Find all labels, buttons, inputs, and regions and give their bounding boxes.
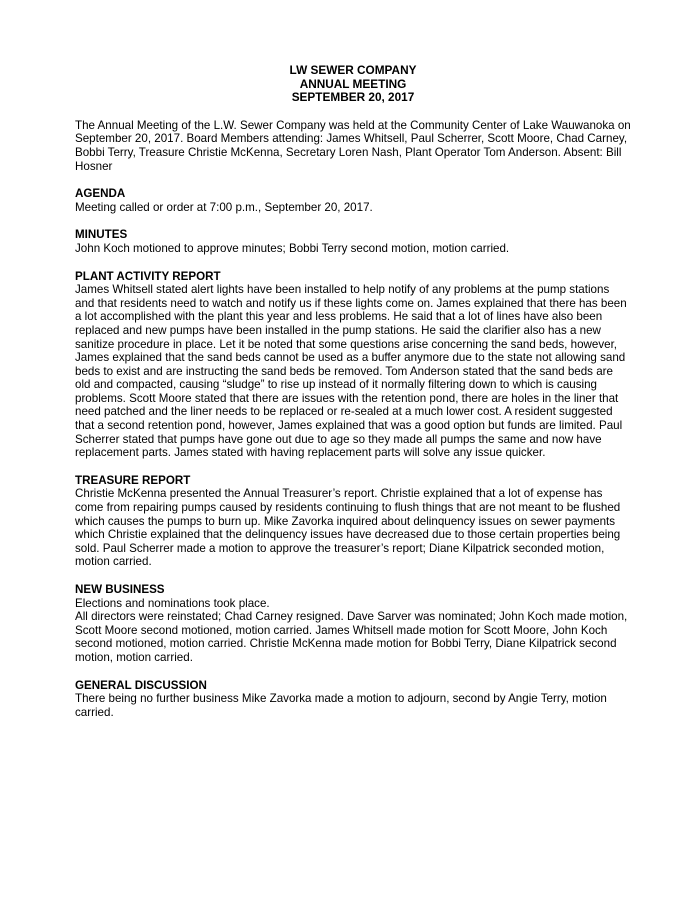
section-treasure-report (75, 474, 631, 569)
title-date: SEPTEMBER 20, 2017 (291, 90, 415, 105)
section-heading-minutes: MINUTES (75, 228, 128, 242)
section-agenda (75, 187, 631, 214)
plant-activity-text: James Whitsell stated alert lights have been installed to help notify of any problems at the pump stations and that residents need to watch and notify us if these lights come on. James explained that there has been a lot accomplished with the plant this year and less problems. He said that a lot of lines have also been replaced and new pumps have been installed in the pump stations. He said the clarifier also has a new sanitize procedure in place. Let it be noted that some questions arise concerning the sand beds, however, James explained that the sand beds cannot be used as a buffer anymore due to the state not allowing sand beds to exist and are instructing the sand beds be removed. Tom Anderson stated that the sand beds are old and compacted, causing “sludge” to rise up instead of it normally filtering down to which is causing problems. Scott Moore stated that there are issues with the retention pond, there are holes in the liner that need patched and the liner needs to be replaced or re-sealed at a much lower cost. A resident suggested that a second retention pond, however, James explained that was a good option but funds are limited. Paul Scherrer stated that pumps have gone out due to age so they made all pumps the same and now have replacement parts. James stated with having replacement parts will solve any issue quicker. (75, 283, 627, 460)
document-title (75, 64, 631, 105)
new-business-directors-text: All directors were reinstated; Chad Carney resigned. Dave Sarver was nominated; John Koch made motion, Scott Moore second motioned, motion carried. James Whitsell made motion for Scott Moore, John Koch second motioned, motion carried. Christie McKenna made motion for Bobbi Terry, Diane Kilpatrick second motion, motion carried. (75, 610, 628, 664)
title-company: LW SEWER COMPANY (289, 63, 417, 77)
minutes-text: John Koch motioned to approve minutes; Bobbi Terry second motion, motion carried. (75, 241, 510, 255)
section-heading-agenda: AGENDA (75, 187, 126, 201)
section-general-discussion (75, 679, 631, 720)
section-heading-treasure-report: TREASURE REPORT (75, 473, 191, 487)
section-plant-activity (75, 270, 631, 460)
section-heading-general-discussion: GENERAL DISCUSSION (75, 678, 207, 692)
section-heading-new-business: NEW BUSINESS (75, 583, 165, 596)
section-minutes (75, 228, 631, 255)
general-discussion-text: There being no further business Mike Zavorka made a motion to adjourn, second by Angie Terry, motion carried. (75, 692, 607, 719)
section-new-business (75, 583, 631, 665)
title-meeting: ANNUAL MEETING (299, 76, 407, 91)
treasure-report-text: Christie McKenna presented the Annual Treasurer’s report. Christie explained that a lot of expense has come from repairing pumps caused by residents continuing to flush things that are not meant to be flushed which causes the pumps to burn up. Mike Zavorka inquired about delinquency issues on sewer payments which Christie explained that the delinquency issues have decreased due to those certain properties being sold. Paul Scherrer made a motion to approve the treasurer’s report; Diane Kilpatrick seconded motion, motion carried. (75, 487, 621, 569)
agenda-text: Meeting called or order at 7:00 p.m., September 20, 2017. (75, 200, 373, 214)
intro-paragraph: The Annual Meeting of the L.W. Sewer Company was held at the Community Center of Lake Wauwanoka on September 20, 2017. Board Members attending: James Whitsell, Paul Scherrer, Scott Moore, Chad Carney, Bobbi Terry, Treasure Christie McKenna, Secretary Loren Nash, Plant Operator Tom Anderson. Absent: Bill Hosner (75, 118, 631, 173)
new-business-elections-text: Elections and nominations took place. (75, 596, 270, 610)
section-heading-plant-activity: PLANT ACTIVITY REPORT (75, 269, 221, 283)
document-body (75, 64, 631, 719)
